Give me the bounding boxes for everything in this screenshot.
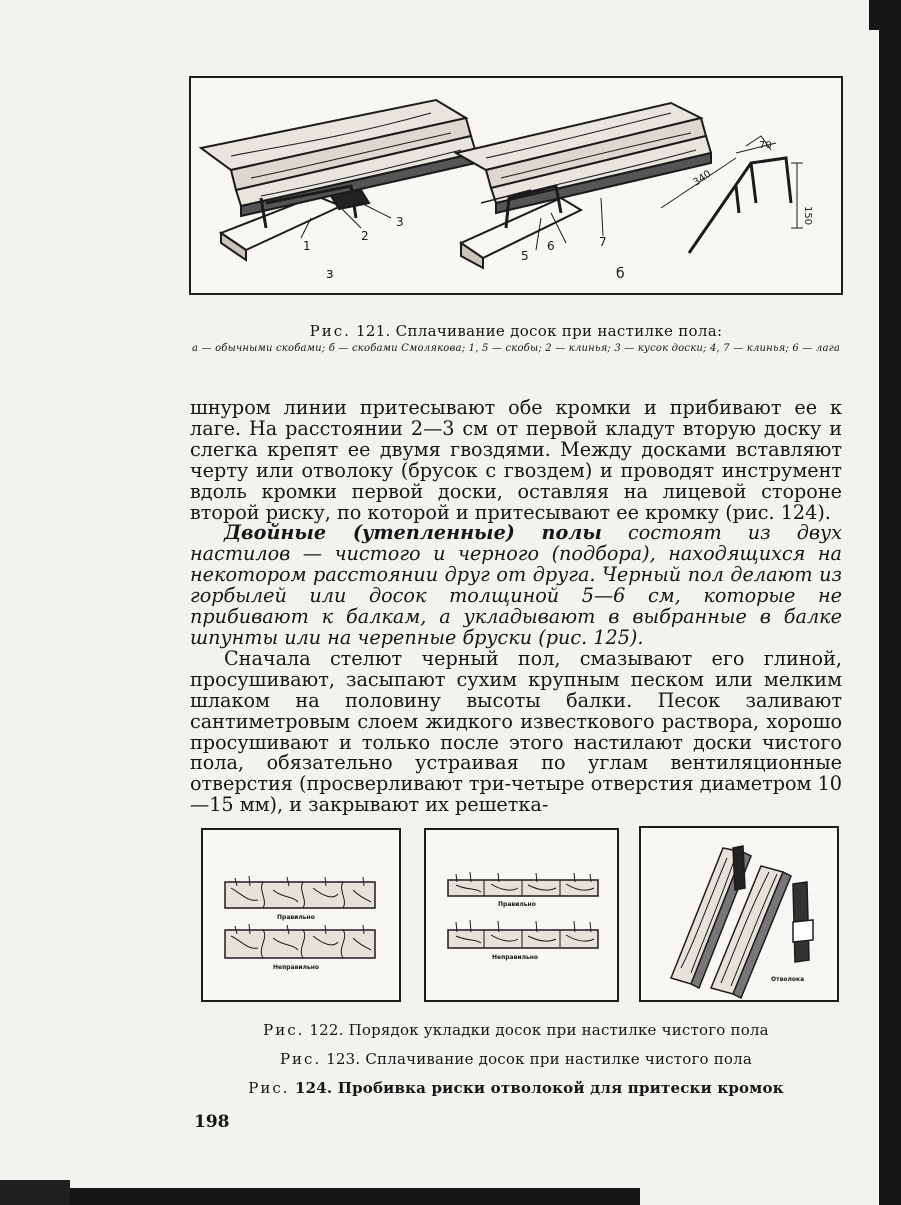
figure-124-drawing [641,828,839,1002]
figure-121-legend: а — обычными скобами; б — скобами Смолякова; 1, 5 — скобы; 2 — клинья; 3 — кусок доски; 4, 7 — клинья; 6 — лага [191,343,841,354]
paragraph-1: шнуром линии притесывают обе кромки и прибивают ее к лаге. На расстоянии 2—3 см от первой кладут вторую доску и слегка крепят ее двумя гвоздями. Между досками вставляют черту или отволоку (брусок с гвоздем) и проводят инструмент вдоль кромки первой доски, оставляя на лицевой стороне второй риску, по которой и притесывают ее кромку (рис. 124). [190,396,842,524]
paragraph-2 [190,523,842,648]
fig121-subfig-b: б [616,266,625,282]
figure-124 [639,826,839,1002]
fig122-label-wrong: Неправильно [273,964,320,971]
caption-lead: Рис. [309,322,351,340]
fig121-dim-340: 340 [691,168,714,189]
fig121-dim-150: 150 [802,206,813,226]
caption-124 [190,1074,842,1103]
fig121-label-6: 6 [547,239,555,253]
scan-dark-edge-bottom [60,1188,640,1205]
paragraph-2-text: состоят из двух настилов — чистого и черного (подбора), находящихся на некотором расстоянии друг от друга. Черный пол делают из горбылей или досок толщиной 5—6 см, которые не прибивают к балкам, а укладывают в выбранные в балке шпунты или на черепные бруски (рис. 125). [190,521,842,649]
caption-122 [190,1016,842,1045]
paragraph-3: Сначала стелют черный пол, смазывают его глиной, просушивают, засыпают сухим крупным песком или мелким шлаком на половину высоты балки. Песок заливают сантиметровым слоем жидкого известкового раствора, хорошо просушивают и только после этого настилают доски чистого пола, обязательно устраивая по углам вентиляционные отверстия (просверливают три-четыре отверстия диаметром 10—15 мм), и закрывают их решетка- [190,646,842,817]
figure-122 [201,828,401,1002]
caption-123-lead: Рис. [279,1050,322,1068]
figure-123-drawing [426,830,619,1002]
fig123-label-wrong: Неправильно [492,954,539,961]
caption-text: 121. Сплачивание досок при настилке пола: [356,322,723,340]
caption-123-text: 123. Сплачивание досок при настилке чистого пола [326,1050,753,1068]
page-number: 198 [194,1112,230,1132]
caption-122-lead: Рис. [263,1021,305,1039]
caption-124-text: 124. Пробивка риски отволокой для притески кромок [294,1079,784,1097]
scan-dark-edge-right [879,0,901,1205]
fig123-label-correct: Правильно [498,901,536,908]
caption-122-text: 122. Порядок укладки досок при настилке чистого пола [309,1021,769,1039]
caption-124-lead: Рис. [248,1079,290,1097]
figure-121-drawing [191,78,843,295]
fig121-label-3: 3 [396,215,404,229]
paragraph-2-term: Двойные (утепленные) полы [224,521,602,545]
figure-121-caption [190,322,842,355]
fig121-dim-70: 70 [759,140,772,151]
figure-121 [189,76,843,295]
scan-dark-corner [0,1180,70,1205]
fig121-label-5: 5 [521,249,529,263]
fig121-subfig-a: з [326,266,334,282]
fig122-label-correct: Правильно [277,914,315,921]
fig124-label-tool: Отволока [771,976,805,983]
fig121-label-1: 1 [303,239,311,253]
body-text [190,398,842,816]
scan-mark [869,0,879,30]
fig121-label-7: 7 [599,235,607,249]
figure-123 [424,828,619,1002]
fig121-label-2: 2 [361,229,369,243]
figure-121-caption-title [190,322,842,340]
figure-captions [190,1016,842,1103]
caption-123 [190,1045,842,1074]
